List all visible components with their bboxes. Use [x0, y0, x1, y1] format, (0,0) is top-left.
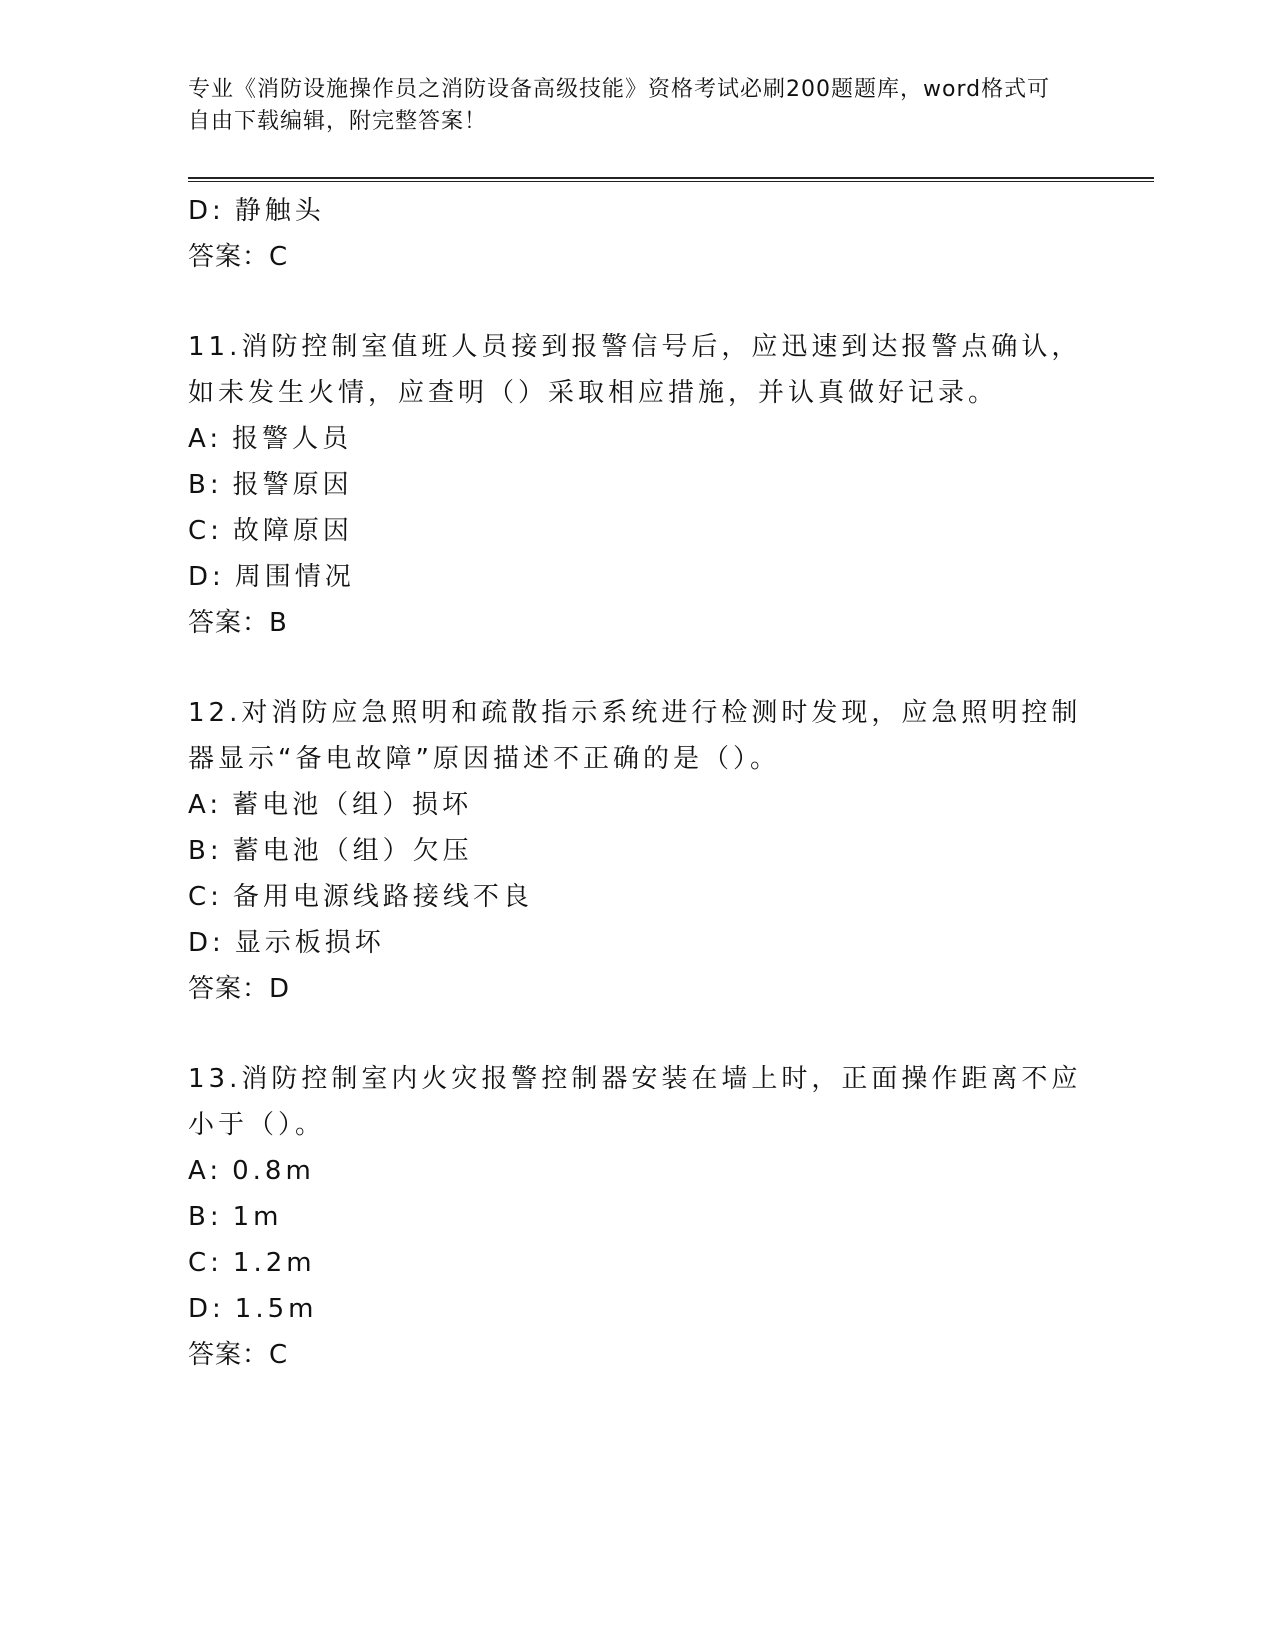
option-text: 1.5m: [234, 1294, 318, 1324]
question-text: 13.消防控制室内火灾报警控制器安装在墙上时，正面操作距离不应小于（）。: [188, 1064, 1082, 1140]
option-letter: B:: [188, 470, 223, 500]
option-text: 备用电源线路接线不良: [232, 882, 533, 912]
question-block: [188, 690, 1088, 1012]
question-text: 12.对消防应急照明和疏散指示系统进行检测时发现，应急照明控制器显示“备电故障”原因描述不正确的是（）。: [188, 698, 1082, 774]
option-text: 故障原因: [232, 516, 353, 546]
option-text: 1m: [232, 1202, 283, 1232]
option-item: [188, 416, 1088, 462]
answer-line: 答案：C: [188, 1340, 289, 1370]
question-block: [188, 1056, 1088, 1378]
option-item: [188, 828, 1088, 874]
option-letter: C:: [188, 516, 223, 546]
option-item: [188, 1148, 1088, 1194]
option-letter: B:: [188, 1202, 223, 1232]
option-item: [188, 1286, 1088, 1332]
option-letter: D:: [188, 196, 225, 226]
option-text: 蓄电池（组）欠压: [232, 836, 473, 866]
document-header: 专业《消防设施操作员之消防设备高级技能》资格考试必刷200题题库，word格式可自由下载编辑，附完整答案！: [188, 77, 1051, 134]
answer-line: 答案：C: [188, 242, 289, 272]
option-item: [188, 874, 1088, 920]
option-letter: A:: [188, 424, 223, 454]
option-text: 报警原因: [232, 470, 353, 500]
document-body: [188, 188, 1088, 1378]
question-text: 11.消防控制室值班人员接到报警信号后，应迅速到达报警点确认，如未发生火情，应查明（）采取相应措施，并认真做好记录。: [188, 332, 1082, 408]
option-letter: A:: [188, 790, 223, 820]
option-text: 报警人员: [232, 424, 353, 454]
option-text: 1.2m: [232, 1248, 316, 1278]
option-letter: A:: [188, 1156, 223, 1186]
option-item: [188, 188, 1088, 234]
answer-line: 答案：D: [188, 974, 291, 1004]
option-item: [188, 1194, 1088, 1240]
option-text: 显示板损坏: [234, 928, 385, 958]
option-letter: D:: [188, 1294, 225, 1324]
option-item: [188, 554, 1088, 600]
option-text: 0.8m: [232, 1156, 315, 1186]
option-letter: B:: [188, 836, 223, 866]
option-item: [188, 1240, 1088, 1286]
option-item: [188, 782, 1088, 828]
option-item: [188, 920, 1088, 966]
option-letter: C:: [188, 1248, 223, 1278]
option-item: [188, 462, 1088, 508]
option-text: 周围情况: [234, 562, 355, 592]
question-block: [188, 324, 1088, 646]
option-letter: C:: [188, 882, 223, 912]
option-text: 蓄电池（组）损坏: [232, 790, 473, 820]
option-text: 静触头: [234, 196, 325, 226]
header-divider: [188, 177, 1154, 182]
option-item: [188, 508, 1088, 554]
answer-line: 答案：B: [188, 608, 288, 638]
option-letter: D:: [188, 928, 225, 958]
option-letter: D:: [188, 562, 225, 592]
